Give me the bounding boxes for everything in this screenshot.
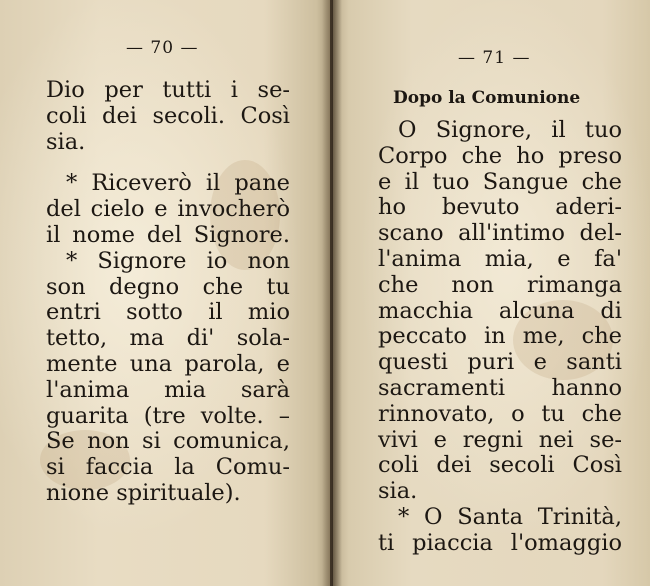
text-line: si faccia la Comu- (46, 454, 290, 481)
text-line: son degno che tu (46, 273, 290, 300)
text-line: mente una parola, e (46, 350, 290, 377)
text-line: e il tuo Sangue che (378, 168, 622, 195)
text-line: vivi e regni nei se- (378, 426, 622, 453)
text-line: che non rimanga (378, 271, 622, 298)
text-line: l'anima mia sarà (46, 376, 290, 403)
text-line: Corpo che ho preso (378, 142, 622, 169)
text-line: guarita (tre volte. – (46, 402, 290, 429)
text-line: * Signore io non (66, 247, 290, 274)
section-heading: Dopo la Comunione (393, 88, 581, 108)
text-line: Se non si comunica, (46, 428, 290, 455)
text-line: coli dei secoli. Così (46, 102, 290, 129)
text-line: entri sotto il mio (46, 299, 290, 326)
text-line: coli dei secoli Così (378, 452, 622, 479)
page-number: — 70 — (126, 38, 199, 58)
text-line: scano all'intimo del- (378, 220, 622, 247)
text-line: del cielo e invocherò (46, 196, 290, 223)
text-line: ti piaccia l'omaggio (378, 529, 622, 556)
text-line: tetto, ma di' sola- (46, 325, 290, 352)
text-line: il nome del Signore. (46, 221, 290, 248)
right-page (333, 0, 650, 586)
text-line: peccato in me, che (378, 323, 622, 350)
text-line: * O Santa Trinità, (398, 503, 622, 530)
paragraph-gap (46, 155, 290, 171)
text-line: rinnovato, o tu che (378, 400, 622, 427)
text-line: O Signore, il tuo (398, 117, 622, 143)
text-line: * Riceverò il pane (66, 170, 290, 197)
text-line: nione spirituale). (46, 479, 241, 506)
text-line: sia. (378, 478, 418, 505)
right-page-text (378, 118, 622, 557)
page-number: — 71 — (458, 48, 531, 68)
text-line: questi puri e santi (378, 349, 622, 376)
text-line: sacramenti hanno (378, 374, 622, 401)
left-page-text (46, 78, 290, 507)
text-line: l'anima mia, e fa' (378, 245, 622, 272)
text-line: Dio per tutti i se- (46, 77, 290, 103)
text-line: sia. (46, 128, 86, 155)
book-gutter (322, 0, 342, 586)
text-line: macchia alcuna di (378, 297, 622, 324)
text-line: ho bevuto aderi- (378, 194, 622, 221)
